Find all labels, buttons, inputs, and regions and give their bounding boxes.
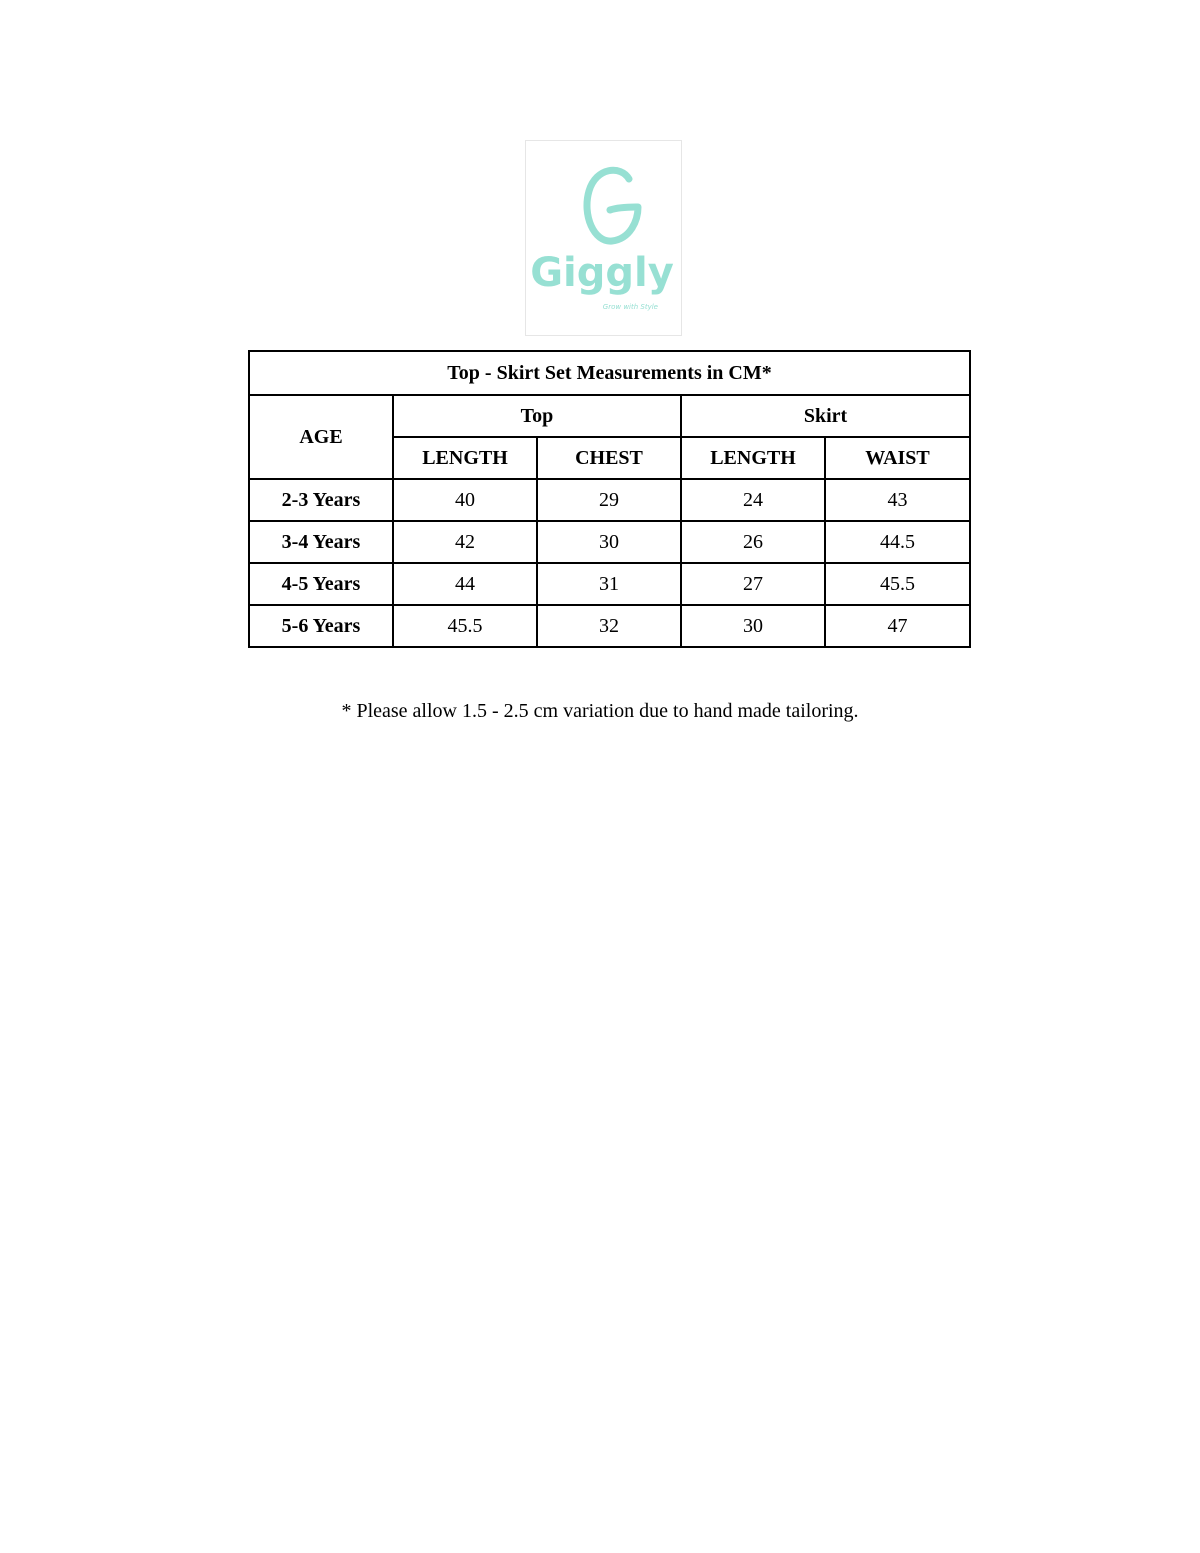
column-header: WAIST bbox=[825, 437, 970, 479]
value-cell: 30 bbox=[537, 521, 681, 563]
value-cell: 40 bbox=[393, 479, 537, 521]
measurements-table bbox=[248, 350, 971, 648]
table-group-header-row bbox=[249, 395, 970, 437]
age-cell: 2-3 Years bbox=[249, 479, 393, 521]
logo-tagline: Grow with Style bbox=[602, 303, 658, 311]
group-header-skirt: Skirt bbox=[681, 395, 970, 437]
tailoring-note: * Please allow 1.5 - 2.5 cm variation due to hand made tailoring. bbox=[341, 700, 859, 722]
table-title-row bbox=[249, 351, 970, 395]
value-cell: 26 bbox=[681, 521, 825, 563]
value-cell: 44 bbox=[393, 563, 537, 605]
group-header-top: Top bbox=[393, 395, 681, 437]
table-row bbox=[249, 563, 970, 605]
value-cell: 30 bbox=[681, 605, 825, 647]
value-cell: 31 bbox=[537, 563, 681, 605]
value-cell: 44.5 bbox=[825, 521, 970, 563]
table-row bbox=[249, 605, 970, 647]
age-cell: 5-6 Years bbox=[249, 605, 393, 647]
value-cell: 43 bbox=[825, 479, 970, 521]
table-row bbox=[249, 521, 970, 563]
column-header: CHEST bbox=[537, 437, 681, 479]
age-cell: 4-5 Years bbox=[249, 563, 393, 605]
column-header: LENGTH bbox=[681, 437, 825, 479]
value-cell: 27 bbox=[681, 563, 825, 605]
age-cell: 3-4 Years bbox=[249, 521, 393, 563]
logo-g-mark bbox=[587, 170, 638, 241]
value-cell: 45.5 bbox=[393, 605, 537, 647]
logo-wordmark: Giggly bbox=[530, 250, 674, 296]
value-cell: 45.5 bbox=[825, 563, 970, 605]
value-cell: 32 bbox=[537, 605, 681, 647]
giggly-logo-graphic bbox=[526, 141, 681, 335]
value-cell: 42 bbox=[393, 521, 537, 563]
value-cell: 24 bbox=[681, 479, 825, 521]
value-cell: 47 bbox=[825, 605, 970, 647]
column-header: LENGTH bbox=[393, 437, 537, 479]
value-cell: 29 bbox=[537, 479, 681, 521]
table-row bbox=[249, 479, 970, 521]
age-header: AGE bbox=[249, 395, 393, 479]
brand-logo bbox=[525, 140, 682, 336]
table-title: Top - Skirt Set Measurements in CM* bbox=[249, 351, 970, 395]
